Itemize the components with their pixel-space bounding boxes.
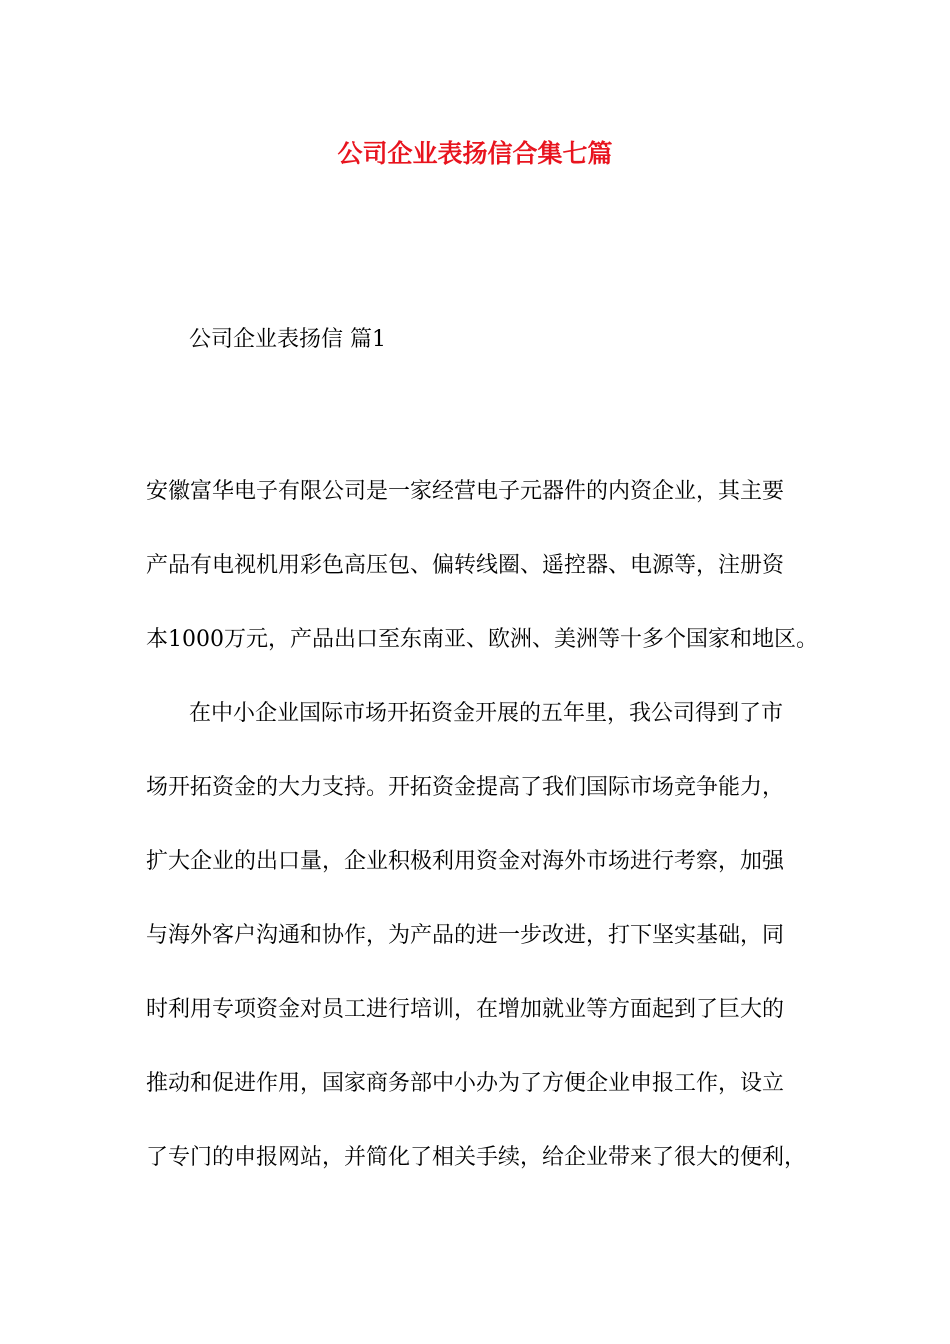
paragraph-line: 场开拓资金的大力支持。开拓资金提高了我们国际市场竞争能力，	[146, 775, 785, 800]
section-heading: 公司企业表扬信 篇1	[189, 327, 386, 352]
paragraph-line: 了专门的申报网站，并简化了相关手续，给企业带来了很大的便利，	[146, 1145, 807, 1170]
paragraph-line: 产品有电视机用彩色高压包、偏转线圈、遥控器、电源等，注册资	[146, 553, 785, 578]
paragraph-line: 推动和促进作用，国家商务部中小办为了方便企业申报工作，设立	[146, 1071, 785, 1096]
document-title: 公司企业表扬信合集七篇	[337, 139, 613, 168]
paragraph-line: 在中小企业国际市场开拓资金开展的五年里，我公司得到了市	[189, 701, 784, 726]
paragraph-line: 本1000万元，产品出口至东南亚、欧洲、美洲等十多个国家和地区。	[146, 627, 818, 652]
paragraph-line: 扩大企业的出口量，企业积极利用资金对海外市场进行考察，加强	[146, 849, 785, 874]
paragraph-line: 安徽富华电子有限公司是一家经营电子元器件的内资企业，其主要	[146, 479, 785, 504]
paragraph-line: 时利用专项资金对员工进行培训，在增加就业等方面起到了巨大的	[146, 997, 785, 1022]
paragraph-line: 与海外客户沟通和协作，为产品的进一步改进，打下坚实基础，同	[146, 923, 785, 948]
